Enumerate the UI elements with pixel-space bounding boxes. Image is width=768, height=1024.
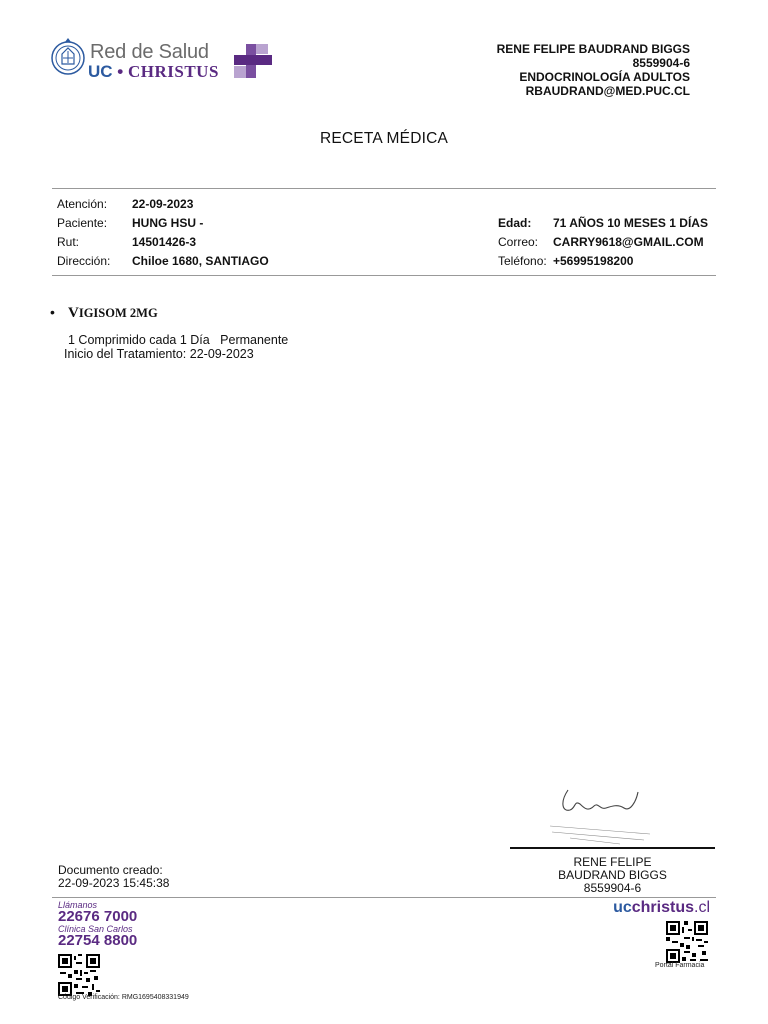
site-cl: .cl [694,899,710,916]
medication-bullet: • [50,304,55,320]
edad-label: Edad: [498,216,532,230]
created-label: Documento creado: [58,863,163,877]
doctor-id: 8559904-6 [632,56,690,70]
created-datetime: 22-09-2023 15:45:38 [58,876,170,890]
site-uc: uc [613,899,632,916]
brand-line-red-de-salud: Red de Salud [90,41,209,63]
telefono-label: Teléfono: [498,254,547,268]
direccion-value: Chiloe 1680, SANTIAGO [132,254,269,268]
red-de-salud-logo [50,36,280,86]
medication-name-initial: V [68,305,79,321]
paciente-value: HUNG HSU - [132,216,204,230]
signature-name-line2: BAUDRAND BIGGS [558,868,667,882]
doctor-header [497,42,690,98]
rut-label: Rut: [57,235,80,249]
clinic-label: Clínica San Carlos [58,924,133,934]
uc-seal-icon [50,36,86,80]
footer-divider [52,897,716,898]
correo-label: Correo: [498,235,539,249]
direccion-label: Dirección: [57,254,111,268]
portal-farmacia-label: Portal Farmacia [655,962,705,969]
medication-name-rest: IGISOM 2MG [78,306,158,320]
brand-uc: UC [88,62,113,81]
brand-dot: • [117,62,124,81]
signature-id: 8559904-6 [583,881,642,895]
verification-qr-icon [58,954,100,996]
medication-dosage: 1 Comprimido cada 1 Día Permanente [68,333,289,347]
telefono-value: +56995198200 [553,254,634,268]
clinic-number[interactable]: 22754 8800 [58,932,138,949]
christus-cross-icon [234,44,272,78]
brand-christus: CHRISTUS [127,62,219,81]
brand-line-uc-christus [88,62,219,82]
verification-code: Código Verificación: RMG1695408331949 [58,994,189,1001]
site-christus: christus [631,899,694,916]
atencion-label: Atención: [57,197,108,211]
call-label: Llámanos [58,900,98,910]
doctor-email: RBAUDRAND@MED.PUC.CL [525,84,690,98]
signature-block [510,856,715,895]
treatment-start: Inicio del Tratamiento: 22-09-2023 [64,347,254,361]
correo-value: CARRY9618@GMAIL.COM [553,235,704,249]
edad-value: 71 AÑOS 10 MESES 1 DÍAS [553,216,708,230]
signature-name-line1: RENE FELIPE [573,855,652,869]
doctor-signature-icon [540,782,660,848]
patient-info-box [52,188,716,276]
paciente-label: Paciente: [57,216,108,230]
atencion-value: 22-09-2023 [132,197,194,211]
medication-name [68,305,158,322]
doctor-name: RENE FELIPE BAUDRAND BIGGS [496,42,690,56]
document-created [58,864,169,890]
doctor-specialty: ENDOCRINOLOGÍA ADULTOS [519,70,690,84]
rut-value: 14501426-3 [132,235,197,249]
signature-line [510,847,715,849]
portal-qr-icon [666,921,708,963]
website-link[interactable] [613,899,710,917]
page-title: RECETA MÉDICA [319,130,449,147]
call-number[interactable]: 22676 7000 [58,908,138,925]
